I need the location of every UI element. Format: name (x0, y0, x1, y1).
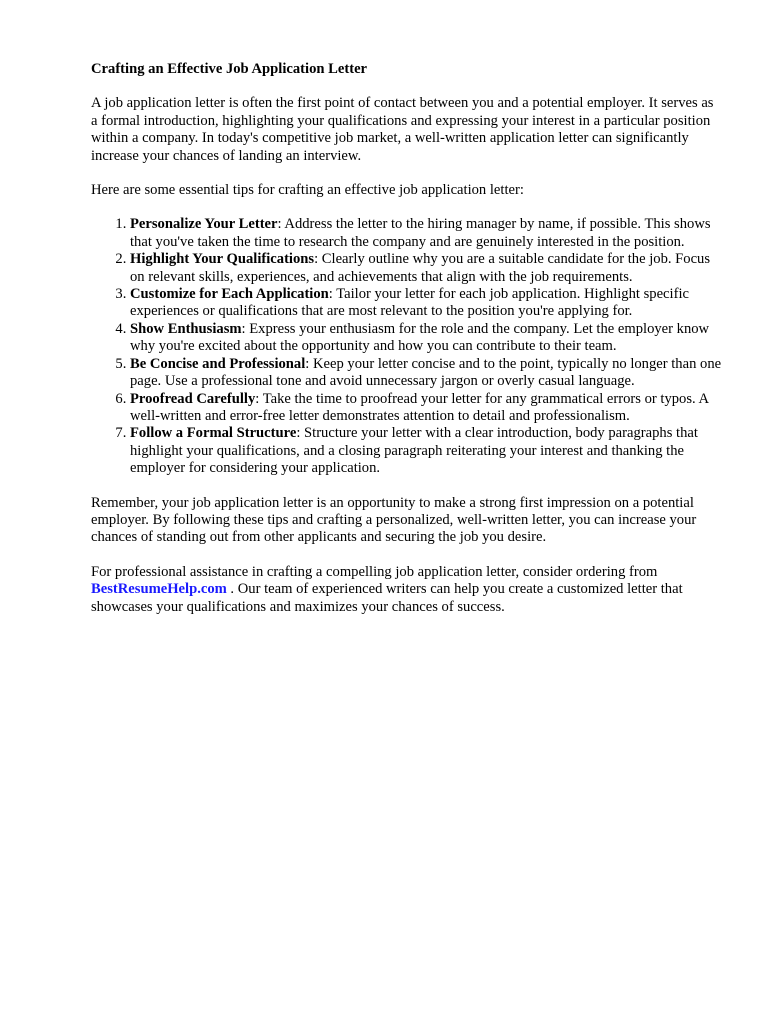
tip-separator: : (328, 286, 333, 303)
tip-separator: : (314, 251, 319, 268)
tip-text: Take the time to proofread your letter for any grammatical errors or typos. A well-written and error-free letter demonstrates attention to detail and professionalism. (130, 390, 709, 424)
cta-text-after: . Our team of experienced writers can help you create a customized letter that showcases your qualifications and maximizes your chances of success. (91, 581, 683, 615)
tip-separator: : (241, 320, 246, 337)
bestresumehelp-link[interactable]: BestResumeHelp.com (91, 581, 227, 598)
intro-paragraph: A job application letter is often the first point of contact between you and a potential employer. It serves as a formal introduction, highlighting your qualifications and expressing your interest in a particular position within a company. In today's competitive job market, a well-written application letter can significantly increase your chances of landing an interview. (91, 95, 714, 164)
tip-text: Structure your letter with a clear introduction, body paragraphs that highlight your qualifications, and a closing paragraph reiterating your interest and thanking the employer for considering your application. (130, 425, 698, 477)
tip-item (130, 321, 723, 356)
tip-separator: : (277, 216, 282, 233)
document-title: Crafting an Effective Job Application Letter (91, 61, 368, 77)
document-page (91, 58, 723, 616)
tip-title: Follow a Formal Structure (130, 425, 297, 442)
tip-separator: : (296, 425, 301, 442)
tip-separator: : (305, 355, 310, 372)
tip-title: Highlight Your Qualifications (130, 251, 315, 268)
closing-paragraph: Remember, your job application letter is an opportunity to make a strong first impression on a potential employer. By following these tips and crafting a personalized, well-written letter, you can increase your chances of standing out from other applicants and securing the job you desire. (91, 494, 697, 546)
tips-lead-paragraph: Here are some essential tips for crafting an effective job application letter: (91, 182, 524, 199)
tip-item (130, 356, 723, 391)
tip-title: Be Concise and Professional (130, 355, 306, 372)
cta-text-before: For professional assistance in crafting a compelling job application letter, consider ordering from (91, 563, 658, 580)
tip-text: Address the letter to the hiring manager by name, if possible. This shows that you've taken the time to research the company and are genuinely interested in the position. (130, 216, 711, 250)
tip-item (130, 251, 723, 286)
tip-text: Express your enthusiasm for the role and the company. Let the employer know why you're excited about the opportunity and how you can contribute to their team. (130, 320, 710, 355)
tip-text: Keep your letter concise and to the point, typically no longer than one page. Use a professional tone and avoid unnecessary jargon or overly casual language. (130, 355, 722, 390)
tip-item (130, 391, 723, 426)
tip-item (130, 425, 723, 477)
tip-title: Customize for Each Application (130, 286, 329, 303)
tip-separator: : (255, 390, 260, 407)
tip-title: Proofread Carefully (130, 390, 256, 407)
tip-text: Tailor your letter for each job application. Highlight specific experiences or qualifications that are most relevant to the position you're applying for. (130, 286, 689, 320)
tip-item (130, 216, 723, 251)
cta-paragraph (91, 564, 723, 616)
tip-text: Clearly outline why you are a suitable candidate for the job. Focus on relevant skills, experiences, and achievements that align with the job requirements. (130, 251, 711, 285)
tip-item (130, 286, 723, 321)
tip-title: Show Enthusiasm (130, 320, 242, 337)
tips-list (91, 216, 723, 477)
tip-title: Personalize Your Letter (130, 216, 278, 233)
